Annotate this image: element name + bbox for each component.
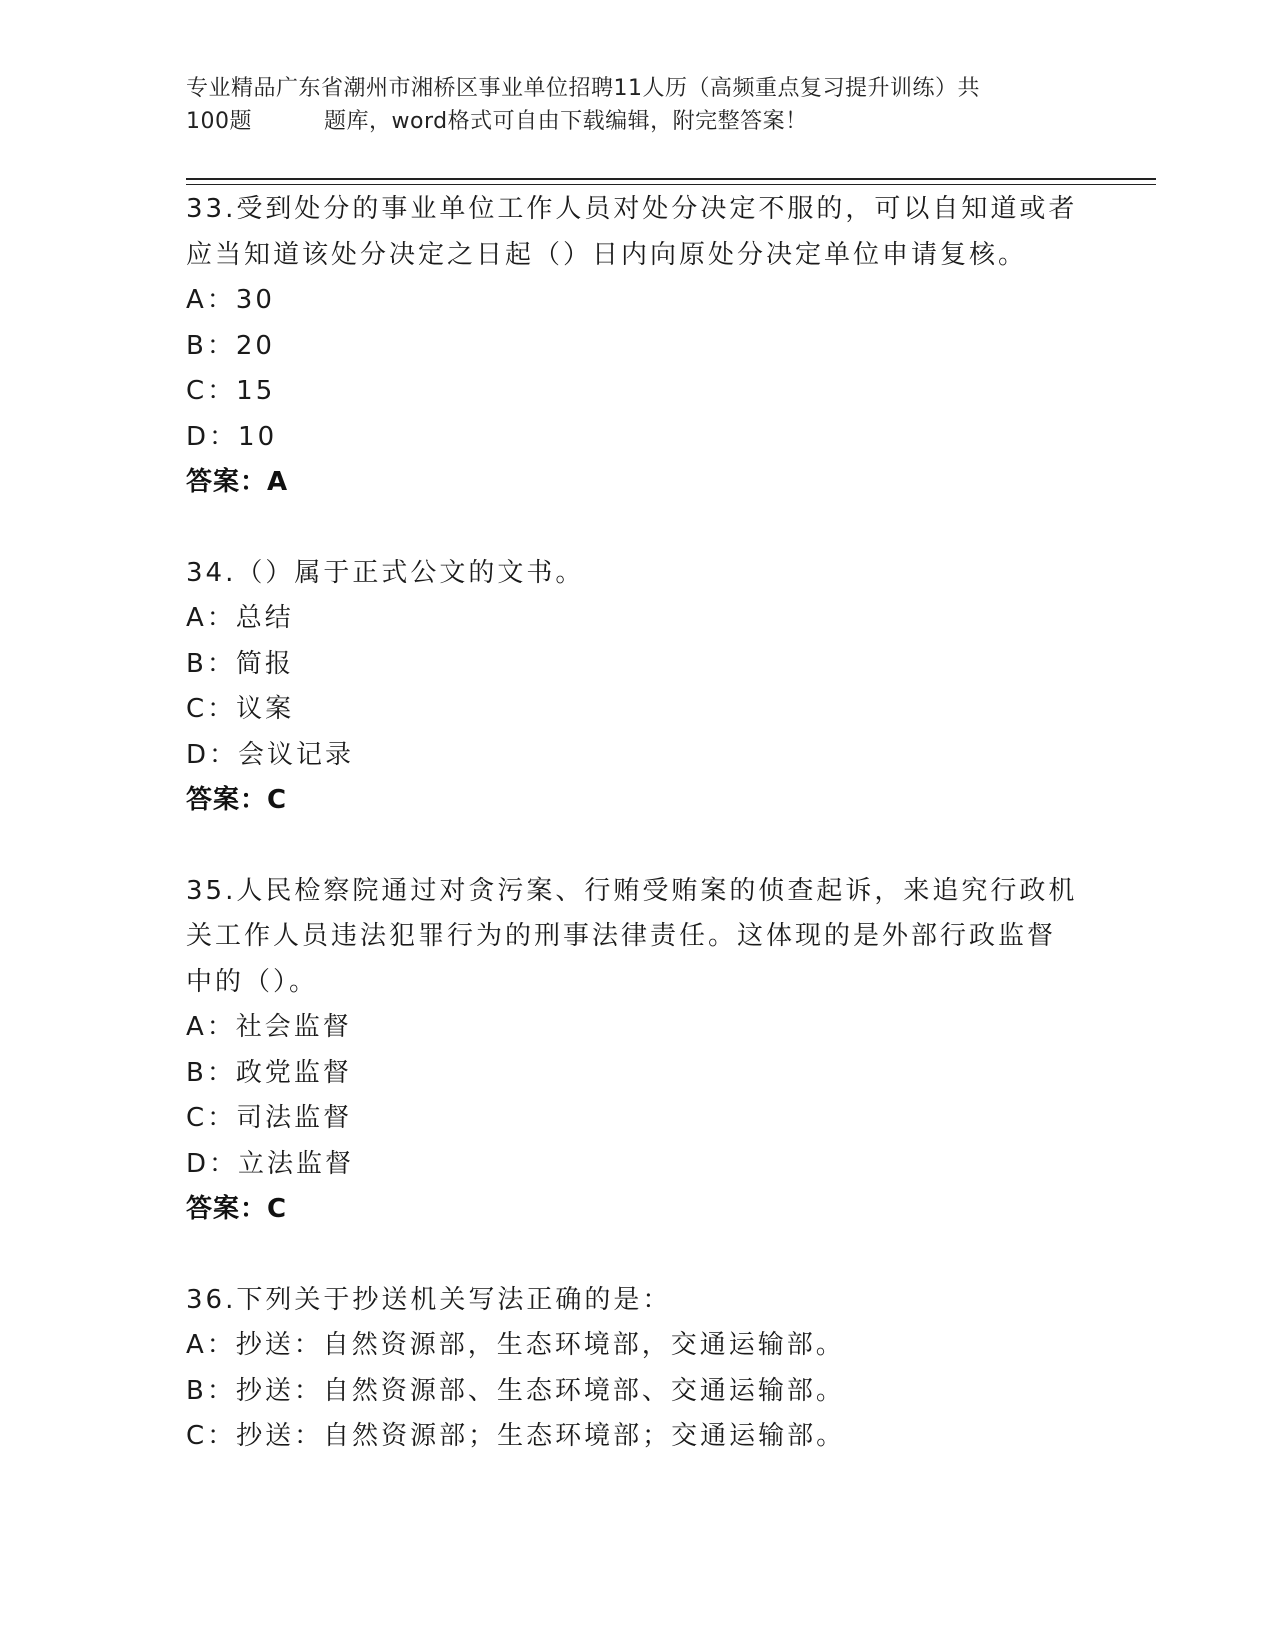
question-option: C：司法监督 (186, 1103, 353, 1133)
question-block (186, 551, 1086, 869)
question-answer: 答案：C (186, 1194, 288, 1224)
question-stem-line: 34.（）属于正式公文的文书。 (186, 557, 585, 588)
question-option: A：社会监督 (186, 1012, 352, 1042)
header-rule-thick (186, 178, 1156, 180)
question-option: B：抄送：自然资源部、生态环境部、交通运输部。 (186, 1375, 845, 1406)
question-stem-line: 中的（）。 (186, 966, 319, 997)
question-list (186, 187, 1086, 1460)
question-block (186, 187, 1086, 551)
question-option: B：政党监督 (186, 1057, 352, 1088)
question-option: B：简报 (186, 648, 294, 679)
question-option: D：会议记录 (186, 739, 355, 770)
question-stem-line: 36.下列关于抄送机关写法正确的是： (186, 1284, 672, 1315)
question-stem-line: 33.受到处分的事业单位工作人员对处分决定不服的，可以自知道或者 (186, 194, 1078, 224)
question-stem-line: 应当知道该处分决定之日起（）日内向原处分决定单位申请复核。 (186, 239, 1028, 270)
question-block (186, 869, 1086, 1278)
header-line-2 (186, 105, 1086, 138)
question-stem-line: 关工作人员违法犯罪行为的刑事法律责任。这体现的是外部行政监督 (186, 921, 1057, 951)
question-option: A：抄送：自然资源部，生态环境部，交通运输部。 (186, 1330, 845, 1360)
question-answer: 答案：A (186, 467, 289, 497)
question-option: C：15 (186, 376, 276, 406)
header-line-2-count: 100题 (186, 109, 252, 134)
question-option: D：立法监督 (186, 1148, 355, 1179)
question-spacer (186, 506, 1086, 551)
question-option: B：20 (186, 330, 275, 361)
question-answer: 答案：C (186, 785, 288, 815)
question-spacer (186, 1233, 1086, 1278)
question-spacer (186, 824, 1086, 869)
header-rule-thin (186, 184, 1156, 185)
header-line-1: 专业精品广东省潮州市湘桥区事业单位招聘11人历（高频重点复习提升训练）共 (186, 76, 980, 101)
question-option: A：30 (186, 285, 275, 315)
question-option: C：议案 (186, 694, 295, 724)
question-block (186, 1278, 1086, 1460)
document-header (186, 72, 1086, 138)
question-option: C：抄送：自然资源部；生态环境部；交通运输部。 (186, 1421, 846, 1451)
question-option: D：10 (186, 421, 278, 452)
header-line-2-text: 题库，word格式可自由下载编辑，附完整答案！ (324, 109, 808, 134)
question-option: A：总结 (186, 603, 294, 633)
question-stem-line: 35.人民检察院通过对贪污案、行贿受贿案的侦查起诉，来追究行政机 (186, 875, 1078, 906)
